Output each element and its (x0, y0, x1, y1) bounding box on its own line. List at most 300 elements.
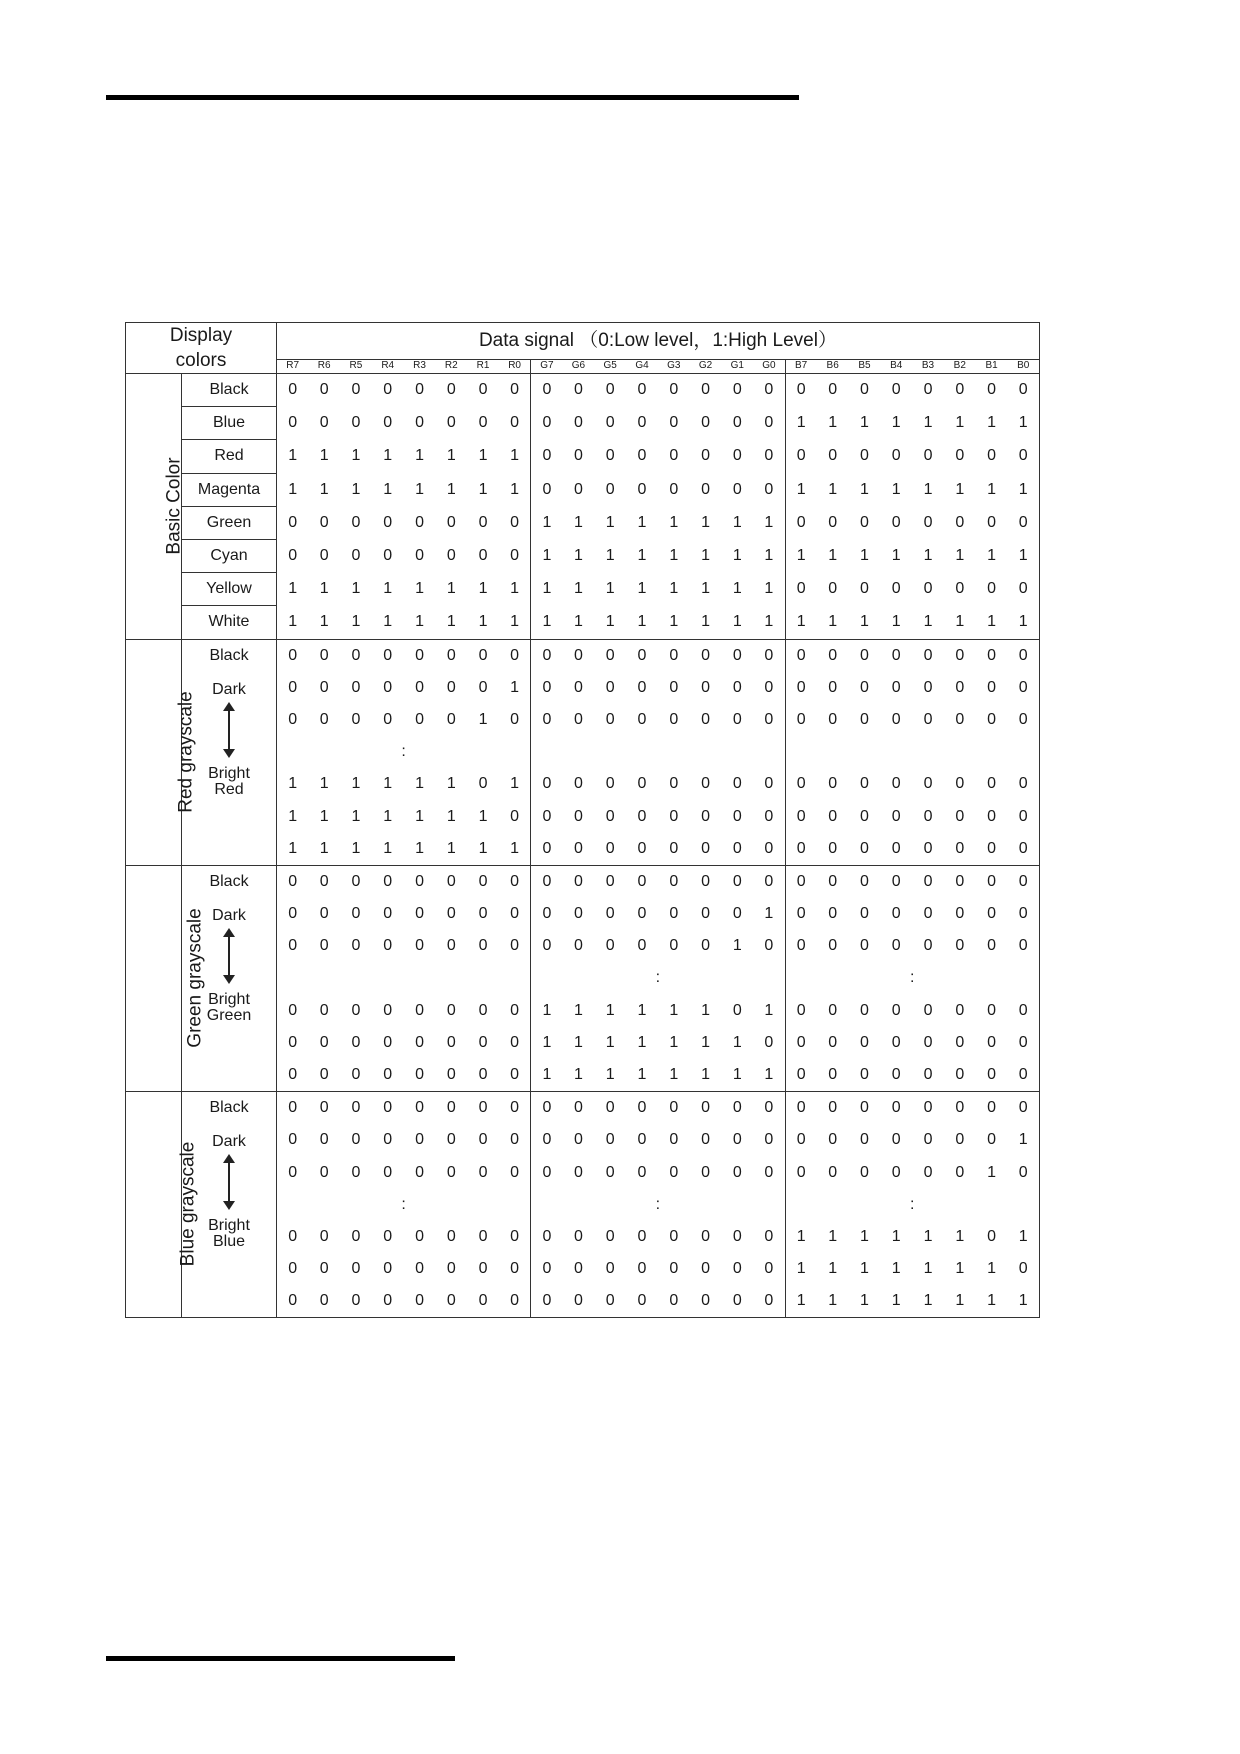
bit-cell: 1 (1007, 1285, 1039, 1318)
bit-cell: 0 (563, 374, 595, 407)
bit-label-r6: R6 (308, 359, 340, 373)
bit-cell: 0 (531, 865, 563, 898)
bit-cell: 0 (319, 547, 329, 565)
bit-cell: 0 (1007, 930, 1039, 962)
bit-cell: 0 (637, 480, 647, 498)
bit-cell: 1 (701, 547, 710, 565)
bit-cell: 0 (669, 414, 679, 432)
bit-cell: 1 (955, 547, 965, 565)
bit-cell: 0 (923, 710, 933, 728)
bit-cell: 0 (955, 1001, 965, 1019)
bit-cell: 0 (828, 580, 838, 598)
bit-cell: 1 (785, 1285, 817, 1318)
bit-cell: 0 (340, 1092, 372, 1125)
bit-cell: 0 (531, 833, 563, 866)
bit-cell: 0 (828, 905, 838, 923)
bit-cell: 0 (510, 1163, 520, 1181)
bit-cell: 1 (510, 480, 520, 498)
bit-label-b4: B4 (880, 359, 912, 373)
bit-cell: 0 (319, 678, 329, 696)
bit-cell: 0 (288, 710, 298, 728)
bit-cell: 0 (446, 1260, 456, 1278)
bit-cell: 0 (626, 1285, 658, 1318)
bit-cell: 1 (573, 1001, 583, 1019)
bit-cell: 0 (478, 1163, 488, 1181)
bit-cell: 1 (510, 775, 520, 793)
bit-cell: 0 (340, 374, 372, 407)
bottom-rule (106, 1656, 455, 1661)
bit-cell: 0 (732, 1227, 742, 1245)
bit-cell: 0 (626, 374, 658, 407)
bit-cell: 1 (828, 547, 838, 565)
bit-cell: 1 (605, 547, 615, 565)
bit-cell: 1 (669, 513, 679, 531)
bit-cell: 0 (891, 447, 901, 465)
bit-cell: 0 (510, 414, 520, 432)
bit-cell: 1 (764, 513, 774, 531)
bit-cell: 0 (573, 807, 583, 825)
bit-cell: 0 (764, 414, 774, 432)
bit-cell: 0 (955, 807, 965, 825)
bit-cell: 1 (351, 807, 361, 825)
bit-cell: 0 (785, 440, 817, 473)
bit-cell: 0 (404, 1285, 436, 1318)
bit-cell: 0 (923, 580, 933, 598)
bit-cell: 0 (987, 1033, 997, 1051)
bit-cell: 0 (563, 1285, 595, 1318)
bit-cell: 0 (955, 1163, 965, 1181)
bit-cell: 0 (372, 865, 404, 898)
bit-cell: 1 (446, 839, 456, 857)
bit-cell: 0 (467, 1092, 499, 1125)
bit-cell: 0 (764, 678, 774, 696)
bit-cell: 0 (319, 905, 329, 923)
bit-cell: 0 (764, 1227, 774, 1245)
bit-cell: 0 (976, 374, 1008, 407)
bit-cell: 0 (828, 678, 838, 696)
bit-cell: 1 (573, 1033, 583, 1051)
bit-cell: 1 (605, 613, 615, 631)
bit-cell: 1 (701, 513, 710, 531)
bit-cell: 0 (351, 1033, 361, 1051)
bit-cell: 0 (732, 775, 742, 793)
bit-cell: 0 (383, 414, 393, 432)
bit-cell: 1 (637, 547, 647, 565)
bit-cell: 0 (955, 1033, 965, 1051)
bit-cell: 1 (383, 447, 393, 465)
bit-cell: 0 (415, 547, 424, 565)
bit-cell: 0 (721, 1092, 753, 1125)
bit-cell: 0 (785, 704, 817, 736)
bit-cell: 0 (478, 1033, 488, 1051)
bit-label-r2: R2 (435, 359, 467, 373)
bit-cell: 0 (531, 1221, 563, 1253)
bit-cell: 1 (415, 580, 424, 598)
bit-cell: 0 (415, 1163, 424, 1181)
bit-cell: 1 (732, 937, 742, 955)
bit-cell: 0 (658, 1285, 690, 1318)
bit-cell: 0 (351, 547, 361, 565)
bit-cell: 0 (923, 839, 933, 857)
bit-cell: 0 (415, 1066, 424, 1084)
ellipsis-cell: : (401, 743, 406, 761)
bit-cell: 0 (467, 865, 499, 898)
bit-cell: 1 (669, 580, 679, 598)
bit-cell: 0 (637, 1227, 647, 1245)
bit-cell: 0 (573, 937, 583, 955)
bit-cell: 0 (573, 1227, 583, 1245)
display-colors-header-line1: Display (169, 325, 233, 346)
bit-label-r5: R5 (340, 359, 372, 373)
bit-cell: 0 (351, 937, 361, 955)
bit-cell: 0 (404, 639, 436, 672)
bit-cell: 0 (860, 513, 869, 531)
bit-cell: 1 (701, 1033, 710, 1051)
bit-cell: 1 (923, 480, 933, 498)
bit-cell: 1 (510, 580, 520, 598)
bit-cell: 1 (637, 513, 647, 531)
bit-cell: 1 (510, 678, 520, 696)
bit-cell: 0 (785, 768, 817, 800)
bit-cell: 0 (308, 1092, 340, 1125)
bit-cell: 1 (637, 580, 647, 598)
bit-cell: 0 (372, 1285, 404, 1318)
group-label-text: Basic Color (163, 457, 185, 555)
grayscale-label-black: Black (182, 865, 277, 898)
bit-cell: 1 (446, 580, 456, 598)
bit-cell: 0 (319, 937, 329, 955)
bit-cell: 0 (573, 1163, 583, 1181)
group-label-text: Blue grayscale (177, 1141, 199, 1267)
bit-cell: 1 (923, 1260, 933, 1278)
bit-cell: 0 (478, 1066, 488, 1084)
bit-cell: 0 (531, 374, 563, 407)
bit-cell: 0 (288, 1131, 298, 1149)
bit-cell: 1 (531, 995, 563, 1027)
bit-cell: 1 (383, 613, 393, 631)
bit-cell: 0 (944, 374, 976, 407)
group-label-blue-grayscale (126, 1092, 199, 1318)
bit-cell: 0 (860, 839, 869, 857)
bit-cell: 0 (732, 480, 742, 498)
bit-cell: 0 (563, 865, 595, 898)
bit-cell: 0 (880, 374, 912, 407)
bit-cell: 0 (669, 807, 679, 825)
bit-cell: 0 (828, 937, 838, 955)
bit-cell: 0 (446, 1033, 456, 1051)
bit-cell: 0 (1007, 768, 1039, 800)
bit-cell: 0 (701, 414, 710, 432)
bit-cell: 0 (383, 1227, 393, 1245)
bit-cell: 0 (531, 639, 563, 672)
bit-cell: 0 (828, 1163, 838, 1181)
bit-cell: 0 (510, 1066, 520, 1084)
bit-cell: 1 (478, 447, 488, 465)
bit-cell: 0 (764, 937, 774, 955)
bit-cell: 0 (510, 547, 520, 565)
bit-cell: 1 (828, 480, 838, 498)
bit-cell: 0 (531, 440, 563, 473)
bit-cell: 0 (415, 1033, 424, 1051)
bit-cell: 0 (955, 710, 965, 728)
bit-cell: 1 (288, 775, 298, 793)
bit-cell: 0 (637, 447, 647, 465)
bit-cell: 0 (573, 480, 583, 498)
bit-cell: 0 (478, 905, 488, 923)
bit-cell: 0 (955, 1131, 965, 1149)
bit-cell: 1 (785, 539, 817, 572)
bit-cell: 1 (351, 839, 361, 857)
bit-cell: 0 (828, 513, 838, 531)
bit-cell: 1 (605, 580, 615, 598)
bit-cell: 0 (764, 1163, 774, 1181)
label-bright-color: Green (206, 1007, 252, 1024)
bit-cell: 0 (510, 1033, 520, 1051)
bit-cell: 0 (732, 1260, 742, 1278)
bit-cell: 0 (987, 1227, 997, 1245)
bit-cell: 1 (605, 1066, 615, 1084)
bit-cell: 0 (860, 710, 869, 728)
bit-cell: 0 (531, 1092, 563, 1125)
bit-cell: 0 (753, 865, 785, 898)
bit-cell: 0 (701, 1260, 710, 1278)
bit-cell: 1 (860, 613, 869, 631)
bit-cell: 1 (1007, 606, 1039, 639)
bit-cell: 0 (955, 1066, 965, 1084)
bit-cell: 0 (637, 1131, 647, 1149)
bit-cell: 0 (721, 865, 753, 898)
bit-cell: 0 (319, 1066, 329, 1084)
bit-cell: 1 (510, 839, 520, 857)
bit-cell: 0 (563, 1092, 595, 1125)
bit-cell: 0 (573, 839, 583, 857)
bit-cell: 1 (785, 1221, 817, 1253)
bit-cell: 0 (415, 937, 424, 955)
color-name-green: Green (182, 506, 277, 539)
bit-cell: 1 (923, 414, 933, 432)
bit-cell: 1 (891, 1260, 901, 1278)
bit-cell: 1 (478, 480, 488, 498)
bit-cell: 1 (637, 613, 647, 631)
bit-cell: 0 (764, 1131, 774, 1149)
bit-cell: 0 (499, 1285, 531, 1318)
bit-cell: 0 (764, 1260, 774, 1278)
bit-cell: 0 (828, 807, 838, 825)
bit-cell: 1 (732, 580, 742, 598)
bit-cell: 0 (955, 447, 965, 465)
bit-cell: 0 (1007, 672, 1039, 704)
bit-cell: 0 (499, 374, 531, 407)
bit-cell: 0 (467, 1285, 499, 1318)
bit-cell: 1 (446, 613, 456, 631)
bit-cell: 0 (701, 775, 710, 793)
bit-cell: 0 (478, 513, 488, 531)
bit-cell: 0 (732, 678, 742, 696)
bit-cell: 0 (923, 807, 933, 825)
bit-cell: 0 (828, 447, 838, 465)
bit-cell: 1 (415, 839, 424, 857)
bit-cell: 0 (319, 414, 329, 432)
ellipsis-cell (277, 962, 531, 994)
bit-cell: 0 (701, 807, 710, 825)
bit-cell: 0 (880, 1092, 912, 1125)
bit-cell: 0 (785, 1124, 817, 1156)
bit-cell: 0 (976, 1092, 1008, 1125)
bit-label-b1: B1 (976, 359, 1008, 373)
bit-cell: 1 (987, 547, 997, 565)
bit-cell: 1 (573, 1066, 583, 1084)
bit-cell: 0 (785, 800, 817, 832)
bit-cell: 1 (987, 613, 997, 631)
bit-cell: 0 (912, 865, 944, 898)
bit-cell: 0 (732, 710, 742, 728)
bit-cell: 0 (383, 1033, 393, 1051)
bit-cell: 0 (669, 480, 679, 498)
bit-cell: 1 (478, 580, 488, 598)
bit-cell: 0 (605, 807, 615, 825)
bit-cell: 0 (383, 547, 393, 565)
grayscale-label-black: Black (182, 1092, 277, 1125)
bit-cell: 0 (891, 937, 901, 955)
bit-cell: 0 (690, 865, 722, 898)
bit-cell: 0 (415, 678, 424, 696)
bit-cell: 0 (1007, 573, 1039, 606)
bit-cell: 1 (732, 1033, 742, 1051)
bit-cell: 1 (701, 613, 710, 631)
bit-cell: 0 (605, 1227, 615, 1245)
bit-cell: 0 (288, 1260, 298, 1278)
bit-cell: 0 (1007, 800, 1039, 832)
bit-cell: 0 (1007, 704, 1039, 736)
bit-cell: 0 (785, 865, 817, 898)
bit-cell: 0 (605, 480, 615, 498)
bit-cell: 0 (510, 1260, 520, 1278)
bit-cell: 0 (860, 1066, 869, 1084)
group-label-green-grayscale (126, 865, 206, 1091)
bit-cell: 0 (383, 905, 393, 923)
bit-cell: 1 (828, 613, 838, 631)
bit-cell: 0 (923, 1131, 933, 1149)
bit-cell: 1 (923, 547, 933, 565)
bit-cell: 0 (669, 1131, 679, 1149)
bit-cell: 1 (415, 447, 424, 465)
bit-label-r0: R0 (499, 359, 531, 373)
label-bright: Bright (208, 991, 250, 1008)
bit-cell: 0 (319, 710, 329, 728)
bit-cell: 0 (923, 1001, 933, 1019)
bit-cell: 0 (383, 937, 393, 955)
bit-cell: 0 (573, 775, 583, 793)
bit-cell: 1 (944, 1285, 976, 1318)
bit-cell: 0 (987, 513, 997, 531)
bit-cell: 1 (1007, 1221, 1039, 1253)
bit-cell: 1 (531, 573, 563, 606)
bit-cell: 0 (319, 1033, 329, 1051)
bit-cell: 0 (669, 447, 679, 465)
bit-cell: 0 (732, 839, 742, 857)
bit-cell: 0 (573, 710, 583, 728)
bit-cell: 0 (1007, 1092, 1039, 1125)
bit-cell: 1 (319, 839, 329, 857)
bit-cell: 1 (955, 414, 965, 432)
color-name-red: Red (182, 440, 277, 473)
bit-cell: 0 (669, 1227, 679, 1245)
bit-cell: 1 (319, 775, 329, 793)
bit-cell: 0 (891, 905, 901, 923)
bit-cell: 1 (531, 606, 563, 639)
bit-cell: 0 (478, 1227, 488, 1245)
bit-cell: 1 (764, 580, 774, 598)
bit-cell: 0 (785, 1092, 817, 1125)
bit-cell: 0 (912, 639, 944, 672)
bit-cell: 0 (785, 1157, 817, 1189)
bit-cell: 0 (955, 678, 965, 696)
bit-cell: 1 (288, 613, 298, 631)
ellipsis-cell: : (531, 962, 785, 994)
bit-cell: 0 (573, 905, 583, 923)
bit-cell: 0 (721, 639, 753, 672)
bit-cell: 1 (891, 1227, 901, 1245)
bit-cell: 0 (478, 678, 488, 696)
bit-cell: 1 (531, 1027, 563, 1059)
bit-cell: 0 (701, 937, 710, 955)
bit-cell: 0 (288, 1163, 298, 1181)
bit-cell: 1 (860, 1260, 869, 1278)
bit-cell: 0 (828, 775, 838, 793)
bit-cell: 0 (764, 839, 774, 857)
bit-cell: 0 (383, 1001, 393, 1019)
bit-cell: 1 (415, 775, 424, 793)
bit-cell: 0 (637, 678, 647, 696)
bit-cell: 1 (860, 1227, 869, 1245)
top-rule (106, 95, 799, 100)
bit-cell: 1 (415, 480, 424, 498)
bit-cell: 1 (383, 775, 393, 793)
bit-cell: 0 (446, 905, 456, 923)
bit-cell: 0 (721, 374, 753, 407)
bit-cell: 0 (923, 447, 933, 465)
bit-cell: 1 (987, 1260, 997, 1278)
bit-cell: 0 (880, 865, 912, 898)
bit-cell: 0 (351, 1066, 361, 1084)
bit-cell: 0 (860, 447, 869, 465)
bit-cell: 0 (701, 710, 710, 728)
bit-cell: 0 (351, 710, 361, 728)
bit-cell: 0 (701, 678, 710, 696)
bit-cell: 1 (531, 506, 563, 539)
bit-cell: 0 (828, 839, 838, 857)
bit-cell: 0 (923, 905, 933, 923)
bit-cell: 0 (987, 1001, 997, 1019)
bit-cell: 0 (785, 898, 817, 930)
bit-cell: 0 (446, 547, 456, 565)
bit-cell: 0 (860, 905, 869, 923)
bit-cell: 0 (351, 1131, 361, 1149)
bit-cell: 0 (288, 414, 298, 432)
bit-cell: 0 (891, 1033, 901, 1051)
bit-cell: 0 (987, 710, 997, 728)
bit-cell: 1 (987, 1163, 997, 1181)
bit-cell: 0 (478, 775, 488, 793)
bit-cell: 0 (383, 678, 393, 696)
bit-cell: 1 (415, 613, 424, 631)
bit-cell: 1 (478, 807, 488, 825)
bit-cell: 0 (987, 1131, 997, 1149)
grayscale-label-black: Black (182, 639, 277, 672)
bit-cell: 1 (923, 613, 933, 631)
bit-cell: 1 (701, 580, 710, 598)
bit-cell: 0 (573, 447, 583, 465)
